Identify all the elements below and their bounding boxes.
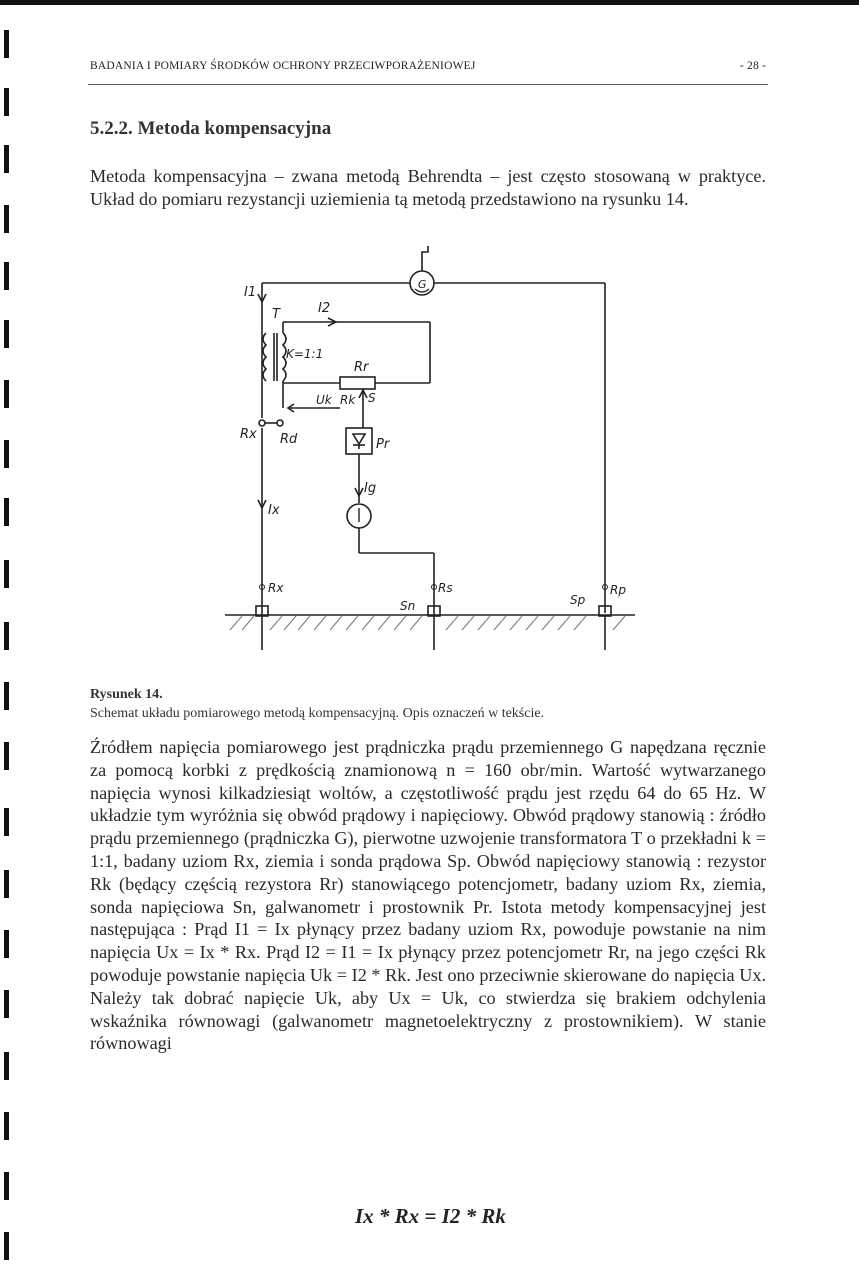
section-heading: 5.2.2. Metoda kompensacyjna [90,118,332,139]
label-sn: Sn [400,599,416,613]
label-transformer: T [272,307,280,322]
page-number: - 28 - [739,60,766,72]
balance-formula: Ix * Rx = I2 * Rk [355,1204,506,1228]
body-paragraph: Źródłem napięcia pomiarowego jest prądniczka prądu przemiennego G napędzana ręcznie za pomocą korbki z prędkością znamionową n = 160 obr/min. Wartość wytwarzanego napięcia wynosi kilkadziesiąt woltów, a częstotliwość prądu jest rzędu 64 do 65 Hz. W układzie tym wyróżnia się obwód prądowy i napięciowy. Obwód prądowy stanowią : źródło prądu przemiennego (prądniczka G), pierwotne uzwojenie transformatora T o przekładni k = 1:1, badany uziom Rx, ziemia i sonda prądowa Sp. Obwód napięciowy stanowią : rezystor Rk (będący częścią rezystora Rr) stanowiącego potencjometr, badany uziom Rx, ziemia, sonda napięciowa Sn, galwanometr i prostownik Pr. Istota metody kompensacyjnej jest następująca : Prąd I1 = Ix płynący przez badany uziom Rx, powoduje powstanie na nim napięcia Ux = Ix * Rx. Prąd I2 = I1 = Ix płynący przez potencjometr Rr, na jego części Rk powoduje powstanie napięcia Uk = I2 * Rk. Jest ono przeciwnie skierowane do napięcia Ux. Należy tak dobrać napięcie Uk, aby Ux = Uk, co stwierdza się brakiem odchylenia wskaźnika równowagi (galwanometr magnetoelektryczny z prostownikiem). W stanie równowagi [90,737,766,1054]
label-generator: G [418,278,427,291]
label-i1: I1 [244,285,257,300]
label-rr: Rr [354,360,369,375]
label-ratio: K=1:1 [286,347,324,361]
label-ig: Ig [364,481,377,496]
label-rx-bottom: Rx [268,581,284,595]
circuit-diagram [220,238,640,658]
label-rp: Rp [610,583,626,597]
figure-caption: Schemat układu pomiarowego metodą kompensacyjną. Opis oznaczeń w tekście. [90,706,545,721]
label-rd: Rd [280,432,298,447]
label-ix: Ix [268,503,280,518]
label-sp: Sp [570,593,586,607]
label-uk: Uk [316,393,332,407]
label-pr: Pr [376,437,390,452]
running-header [90,60,766,72]
label-i2: I2 [318,301,331,316]
binding-marks [0,0,14,1264]
intro-paragraph: Metoda kompensacyjna – zwana metodą Behrendta – jest często stosowaną w praktyce. Układ do pomiaru rezystancji uziemienia tą metodą przedstawiono na rysunku 14. [90,166,766,209]
header-rule [88,84,768,85]
header-title: BADANIA I POMIARY ŚRODKÓW OCHRONY PRZECIWPORAŻENIOWEJ [90,60,476,72]
label-rx-top: Rx [240,427,257,442]
label-s: S [368,391,376,405]
label-rs: Rs [438,581,453,595]
top-border [0,0,859,5]
label-rk: Rk [340,393,356,407]
figure-label: Rysunek 14. [90,687,163,702]
